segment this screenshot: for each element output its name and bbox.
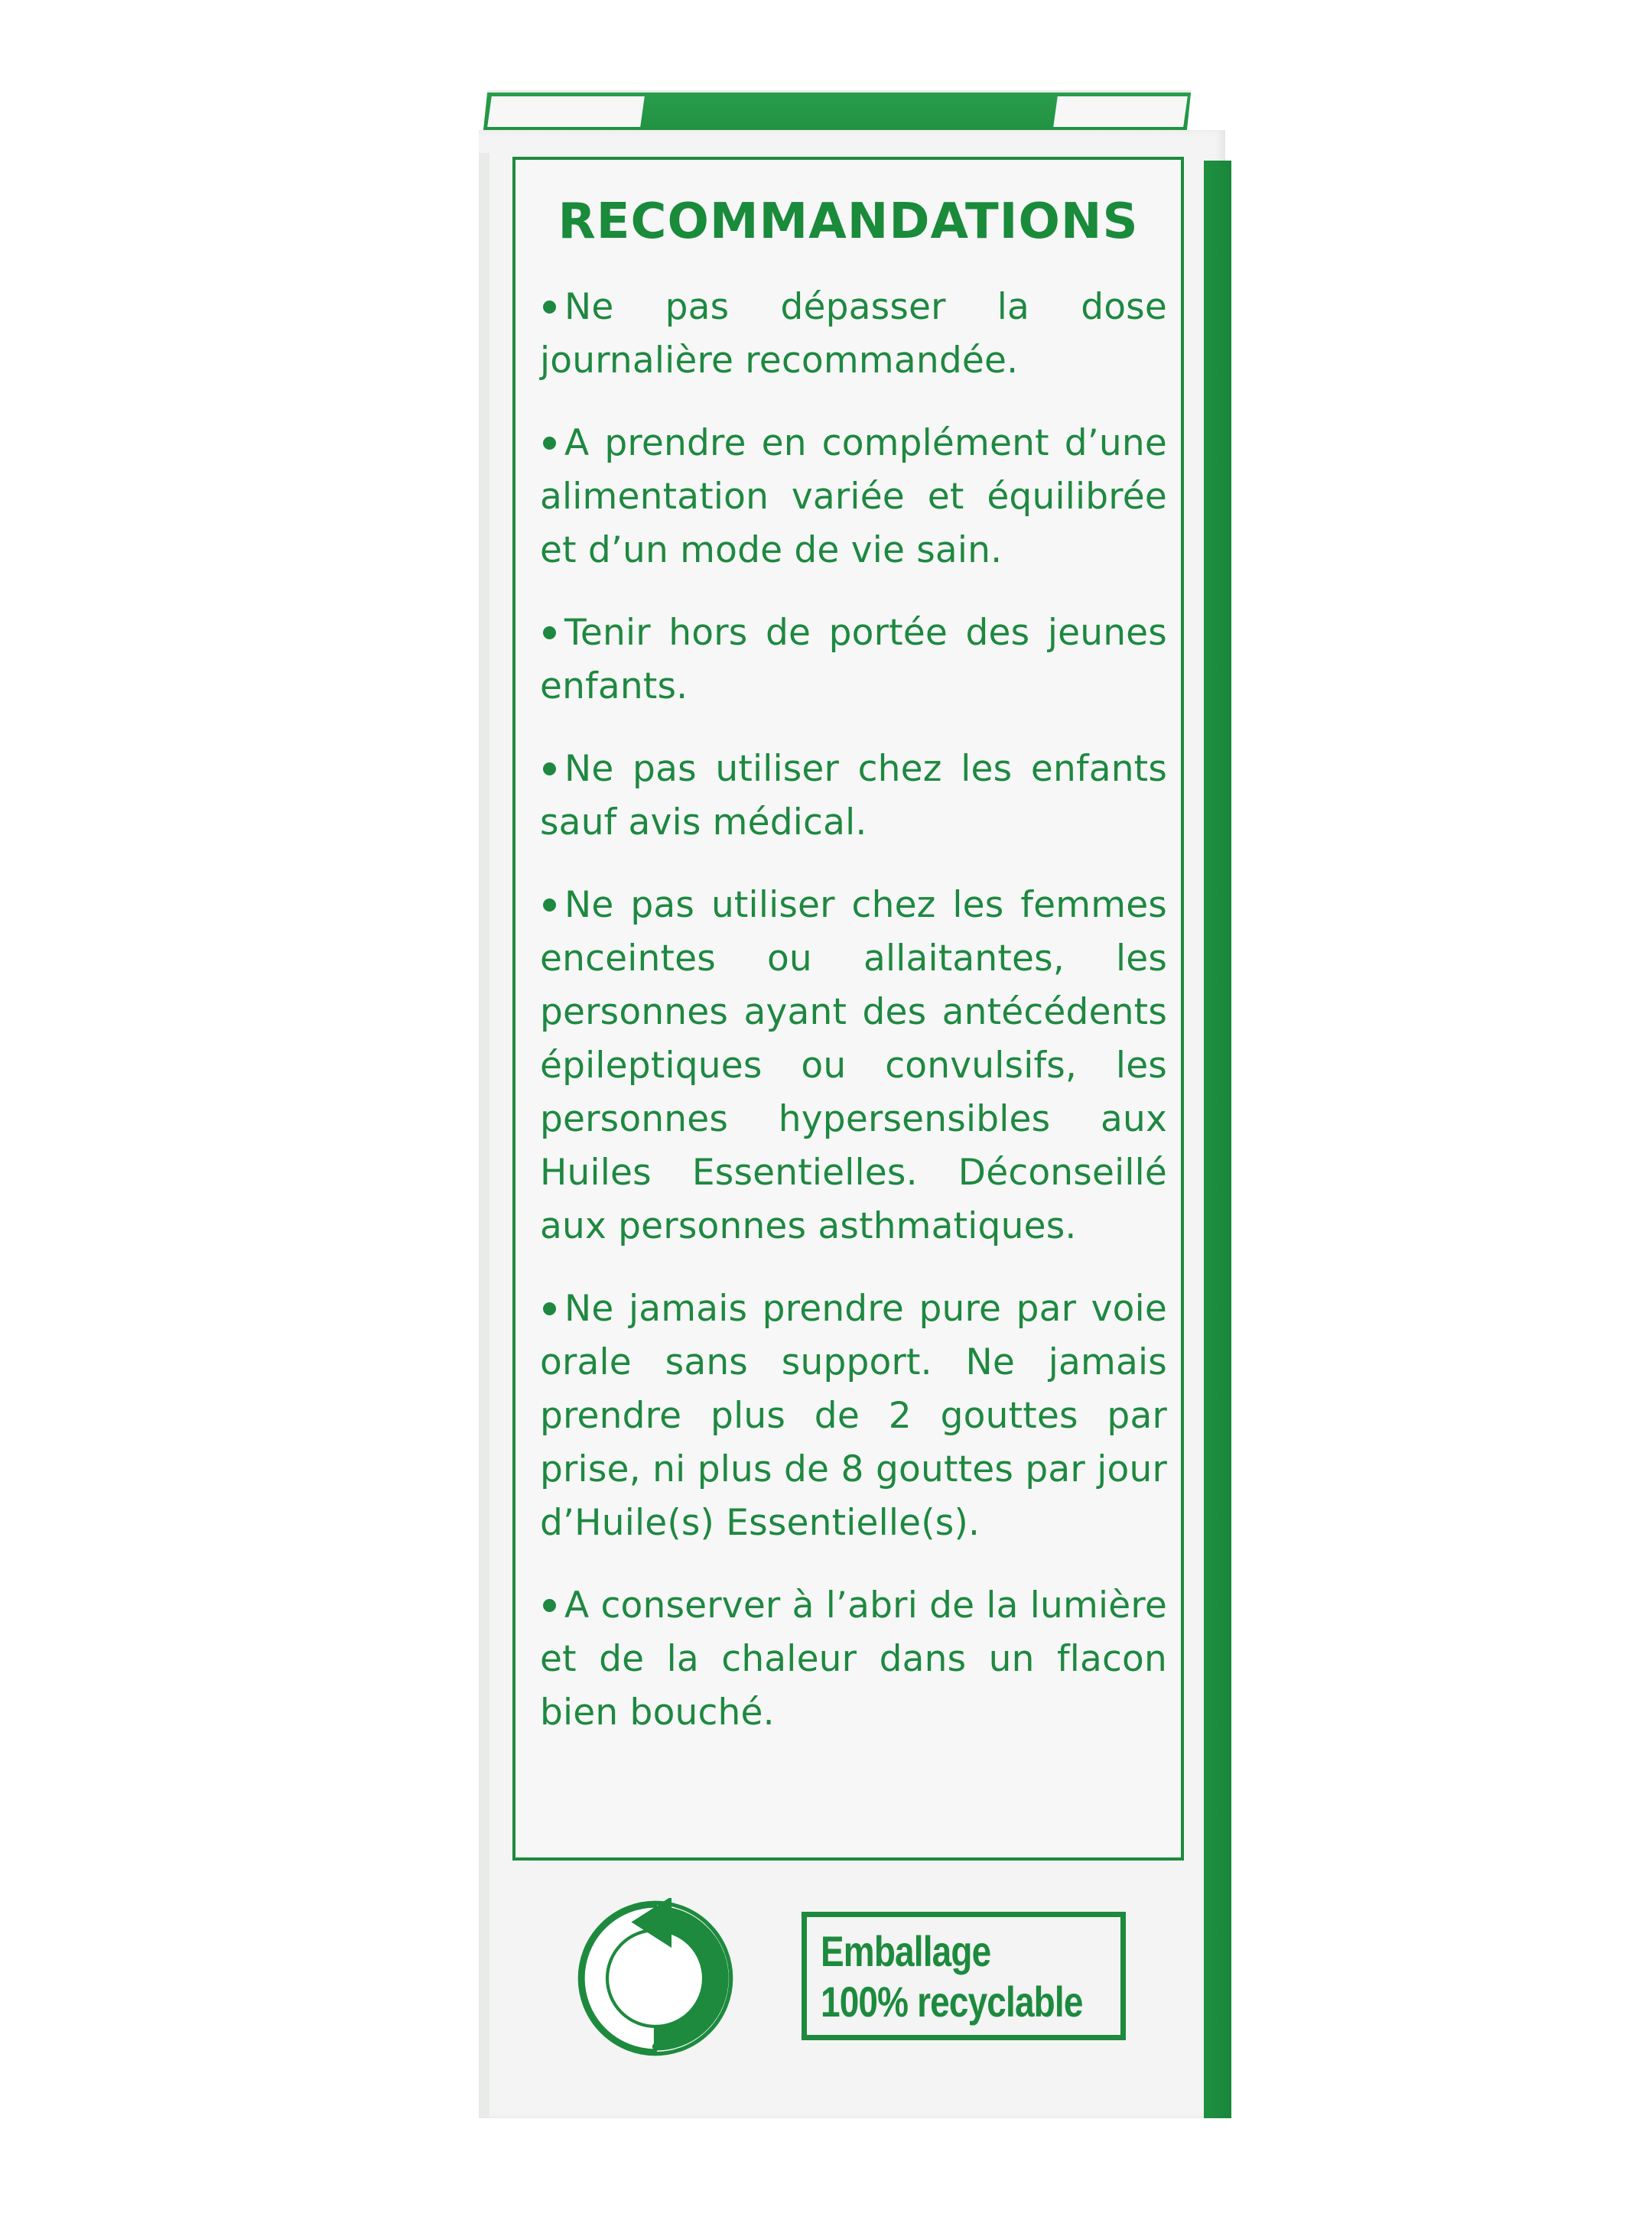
recommendations-panel [512, 157, 1184, 1861]
recommendation-item [540, 879, 1167, 1253]
recommendation-item [540, 281, 1167, 388]
recommendation-item [540, 1579, 1167, 1740]
green-dot-recycle-icon [575, 1898, 736, 2059]
recommendation-item [540, 606, 1167, 713]
recommendation-item [540, 1282, 1167, 1550]
recommendation-text: Ne pas dépasser la dose journalière recommandée. [540, 286, 1167, 382]
recommendation-text: Ne pas utiliser chez les femmes enceintes ou allaitantes, les personnes ayant des antécédents épileptiques ou convulsifs, les personnes hypersensibles aux Huiles Essentielles. Déconseillé aux personnes asthmatiques. [540, 884, 1167, 1247]
recommendation-text: A prendre en complément d’une alimentation variée et équilibrée et d’un mode de vie sain. [540, 422, 1167, 571]
box-right-edge [1204, 161, 1231, 2118]
recyclable-packaging-label [802, 1912, 1126, 2040]
box-left-edge [479, 153, 489, 2118]
eco-label-line2: 100% recyclable [821, 1978, 1083, 2026]
recommendation-text: A conserver à l’abri de la lumière et de la chaleur dans un flacon bien bouché. [540, 1584, 1167, 1734]
bullet-icon [543, 626, 556, 639]
recommendations-list [540, 281, 1167, 1769]
box-top-flap-highlight-left [487, 96, 645, 127]
bullet-icon [543, 1302, 556, 1315]
bullet-icon [543, 437, 556, 450]
recommendation-text: Ne pas utiliser chez les enfants sauf avis médical. [540, 748, 1167, 843]
recommendation-item [540, 743, 1167, 850]
recommendation-text: Tenir hors de portée des jeunes enfants. [540, 612, 1167, 707]
eco-label-line1: Emballage [821, 1927, 991, 1975]
bullet-icon [543, 301, 556, 314]
recommendation-text: Ne jamais prendre pure par voie orale sans support. Ne jamais prendre plus de 2 gouttes par prise, ni plus de 8 gouttes par jour d’Huile(s) Essentielle(s). [540, 1288, 1167, 1544]
recommendations-title: RECOMMANDATIONS [558, 193, 1139, 250]
bullet-icon [543, 1599, 556, 1612]
recommendation-item [540, 417, 1167, 577]
box-top-flap-highlight-right [1053, 96, 1188, 127]
bullet-icon [543, 762, 556, 775]
bullet-icon [543, 899, 556, 912]
